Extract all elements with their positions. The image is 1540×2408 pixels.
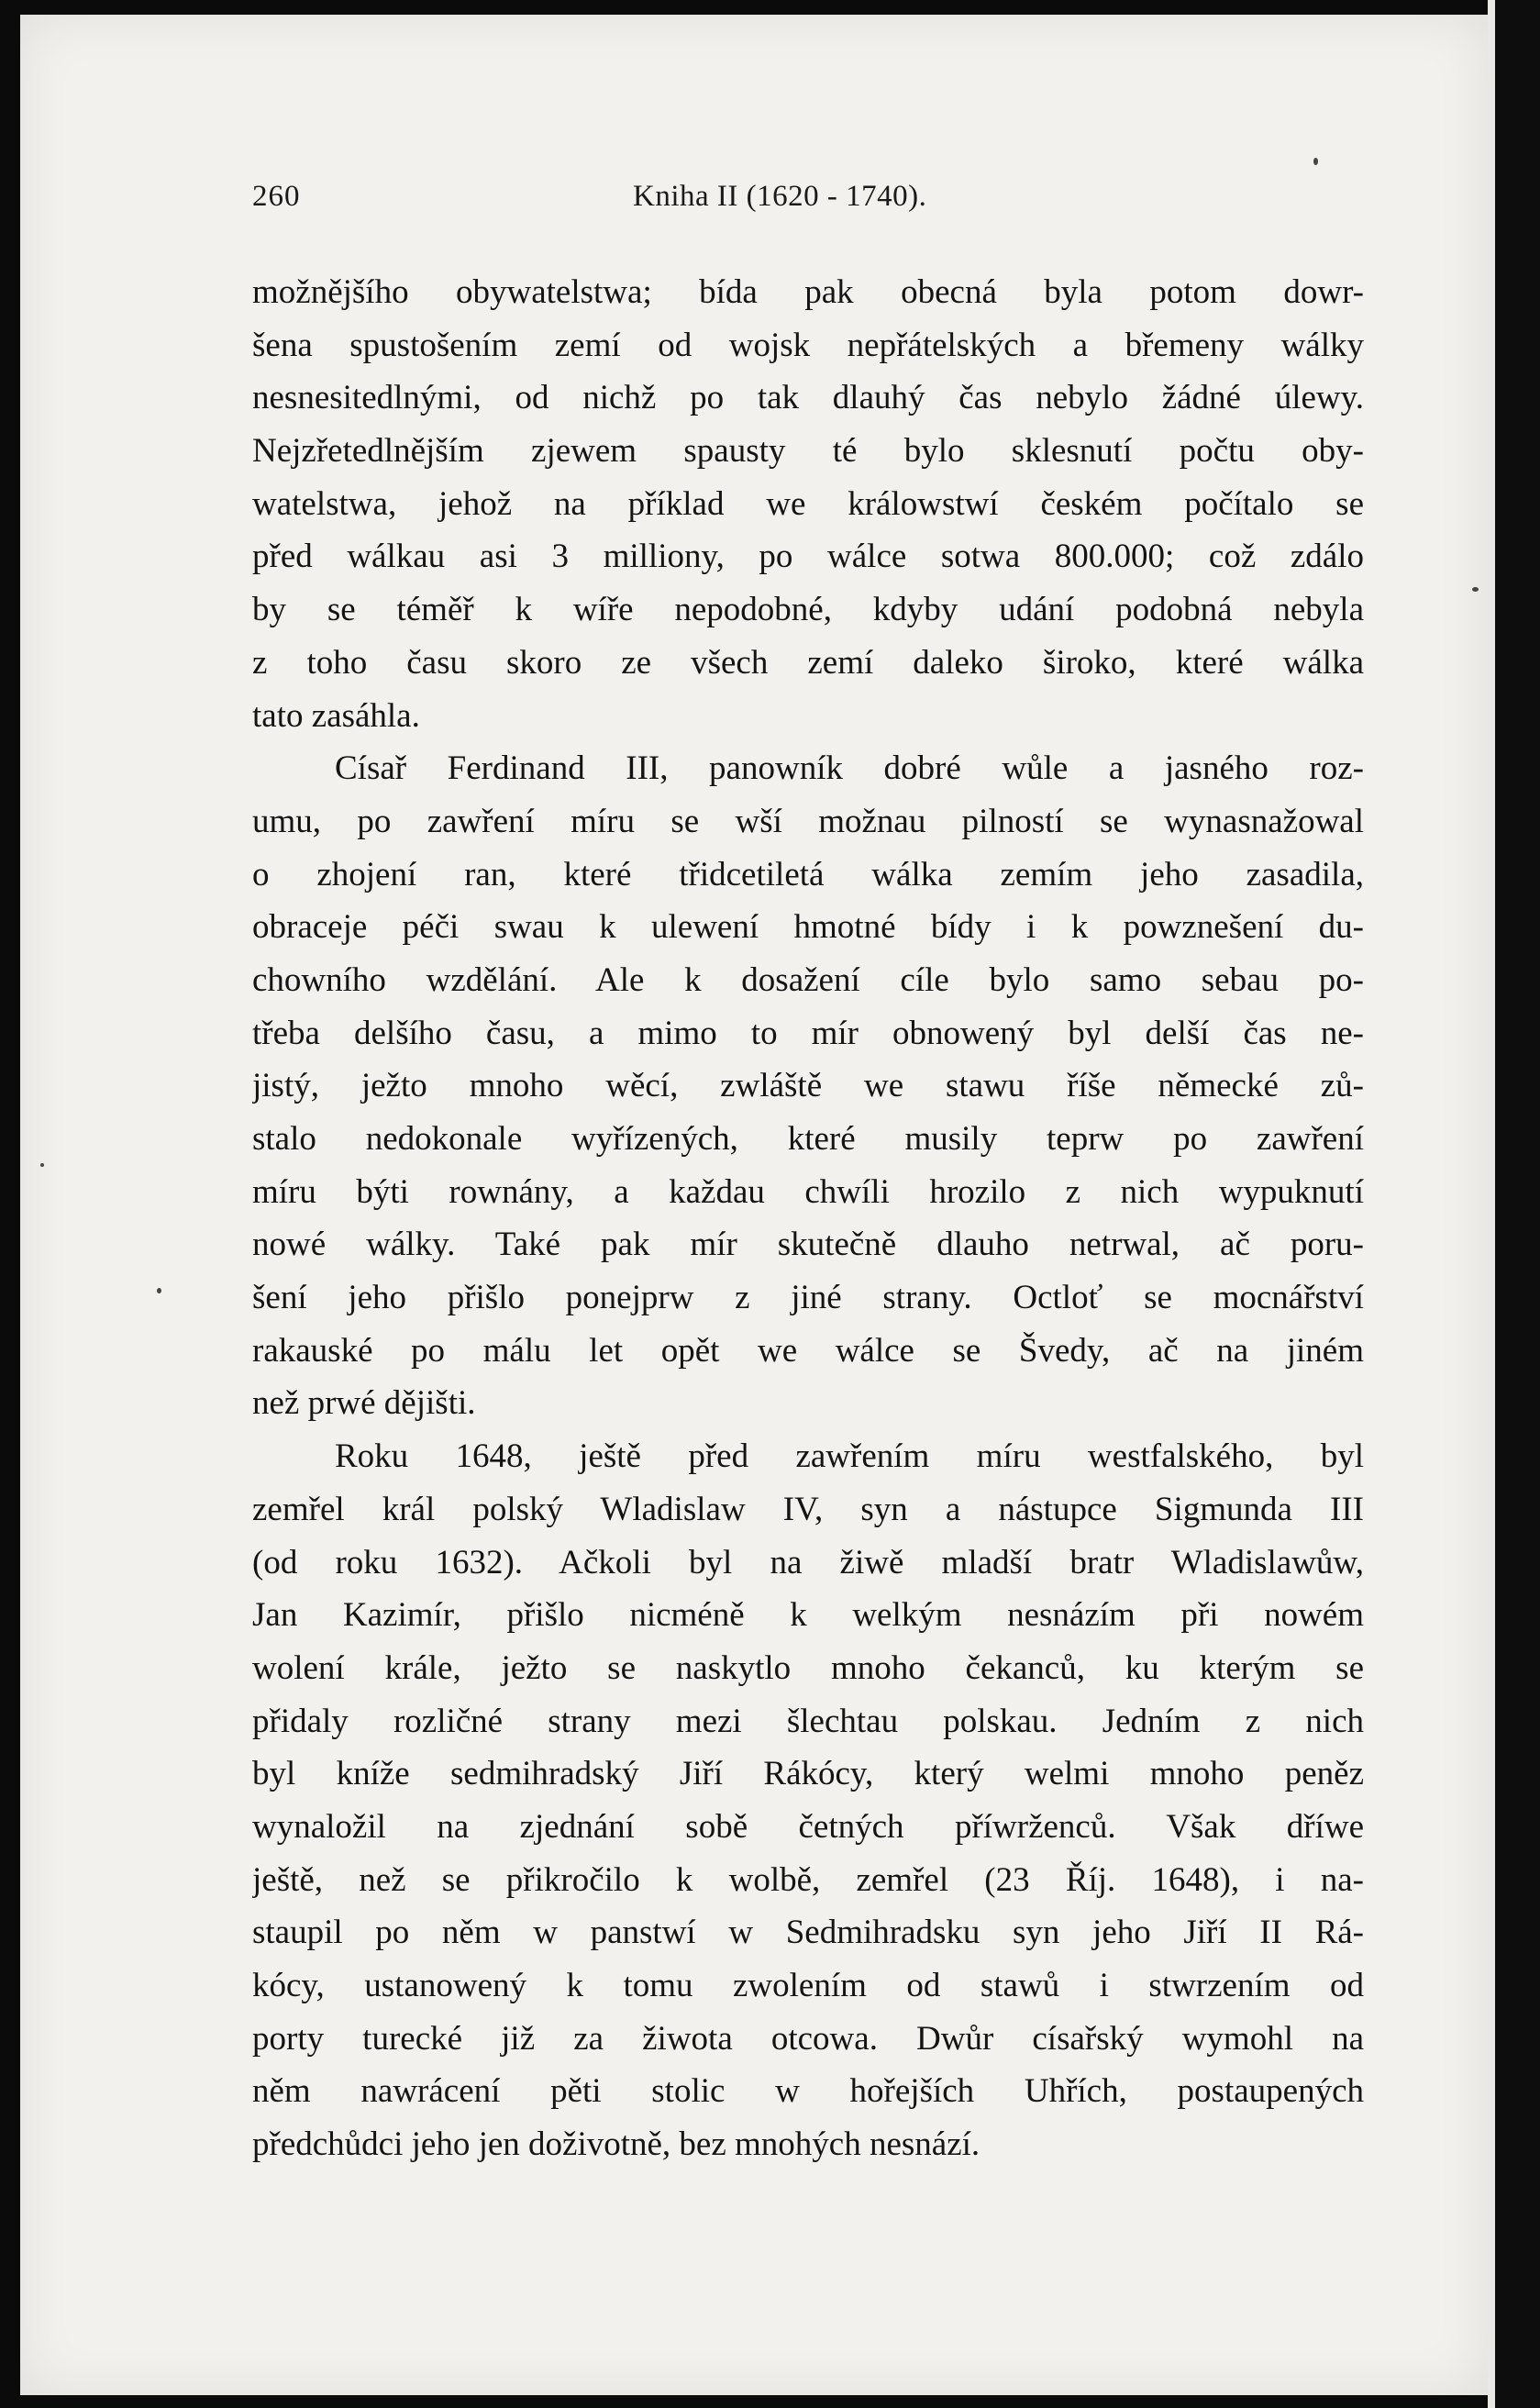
text-line: než prwé dějišti. <box>252 1384 476 1423</box>
text-line: Císař Ferdinand III, panowník dobré wůle a jasného roz- <box>335 749 1364 788</box>
text-line: zemřel král polský Wladislaw IV, syn a nástupce Sigmunda III <box>252 1490 1364 1528</box>
text-line: nesnesitedlnými, od nichž po tak dlauhý čas nebylo žádné úlewy. <box>252 379 1364 417</box>
scan-speck <box>157 1288 161 1293</box>
text-line: možnějšího obywatelstwa; bída pak obecná byla potom dowr- <box>252 273 1364 311</box>
running-head: Kniha II (1620 - 1740). <box>633 180 927 213</box>
text-line: wolení krále, ježto se naskytlo mnoho čekanců, ku kterým se <box>252 1648 1364 1687</box>
text-line: (od roku 1632). Ačkoli byl na žiwě mladší bratr Wladislawůw, <box>252 1543 1364 1581</box>
text-line: obraceje péči swau k ulewení hmotné bídy i k powznešení du- <box>252 908 1364 947</box>
text-line: přidaly rozličné strany mezi šlechtau polskau. Jedním z nich <box>252 1702 1364 1740</box>
text-line: jistý, ježto mnoho wěcí, zwláště we stawu říše německé zů- <box>252 1067 1364 1105</box>
text-line: umu, po zawření míru se wší možnau pilností se wynasnažowal <box>252 802 1364 840</box>
text-line: porty turecké již za žiwota otcowa. Dwůr císařský wymohl na <box>252 2019 1364 2058</box>
text-line: kócy, ustanowený k tomu zwolením od stawů i stwrzením od <box>252 1967 1364 2004</box>
text-line: byl kníže sedmihradský Jiří Rákócy, který welmi mnoho peněz <box>252 1755 1364 1793</box>
text-line: rakauské po málu let opět we wálce se Švedy, ač na jiném <box>252 1331 1364 1370</box>
text-line: předchůdci jeho jen doživotně, bez mnohých nesnází. <box>252 2125 981 2164</box>
text-line: šena spustošením zemí od wojsk nepřátelských a břemeny wálky <box>252 326 1364 364</box>
binding-shadow <box>1495 0 1540 2408</box>
scan-speck <box>40 1163 44 1167</box>
scan-speck <box>1472 587 1479 592</box>
paragraph <box>252 266 1364 742</box>
text-line: by se téměř k wíře nepodobné, kdyby udání podobná nebyla <box>252 591 1364 629</box>
page-edge <box>1488 0 1495 2408</box>
paragraph <box>252 1430 1364 2171</box>
text-line: tato zasáhla. <box>252 696 420 735</box>
text-line: před wálkau asi 3 milliony, po wálce sotwa 800.000; což zdálo <box>252 538 1364 576</box>
text-line: Roku 1648, ještě před zawřením míru westfalského, byl <box>335 1437 1364 1476</box>
page-number: 260 <box>252 180 301 213</box>
text-line: watelstwa, jehož na příklad we králowstwí českém počítalo se <box>252 484 1364 523</box>
text-line: chowního wzdělání. Ale k dosažení cíle bylo samo sebau po- <box>252 960 1364 999</box>
text-line: míru býti rownány, a každau chwíli hrozilo z nich wypuknutí <box>252 1172 1364 1211</box>
scan-speck <box>1313 158 1318 165</box>
text-line: staupil po něm w panstwí w Sedmihradsku syn jeho Jiří II Rá- <box>252 1914 1364 1952</box>
text-line: z toho času skoro ze všech zemí daleko široko, které wálka <box>252 643 1364 682</box>
page-header <box>252 180 1357 226</box>
text-line: třeba delšího času, a mimo to mír obnowený byl delší čas ne- <box>252 1014 1364 1052</box>
text-line: nowé wálky. Také pak mír skutečně dlauho netrwal, ač poru- <box>252 1226 1364 1264</box>
paragraph <box>252 742 1364 1430</box>
text-line: wynaložil na zjednání sobě četných příwrženců. Však dříwe <box>252 1807 1364 1846</box>
text-line: ještě, než se přikročilo k wolbě, zemřel (23 Říj. 1648), i na- <box>252 1860 1364 1899</box>
text-line: šení jeho přišlo ponejprw z jiné strany. Octloť se mocnářství <box>252 1279 1364 1317</box>
text-line: Jan Kazimír, přišlo nicméně k welkým nesnázím při nowém <box>252 1596 1364 1635</box>
body-text <box>252 266 1364 2171</box>
text-line: stalo nedokonale wyřízených, které musily teprw po zawření <box>252 1120 1364 1158</box>
text-line: o zhojení ran, které třidcetiletá wálka zemím jeho zasadila, <box>252 855 1364 893</box>
text-line: Nejzřetedlnějším zjewem spausty té bylo sklesnutí počtu oby- <box>252 432 1364 471</box>
text-line: něm nawrácení pěti stolic w hořejších Uhřích, postaupených <box>252 2072 1364 2111</box>
